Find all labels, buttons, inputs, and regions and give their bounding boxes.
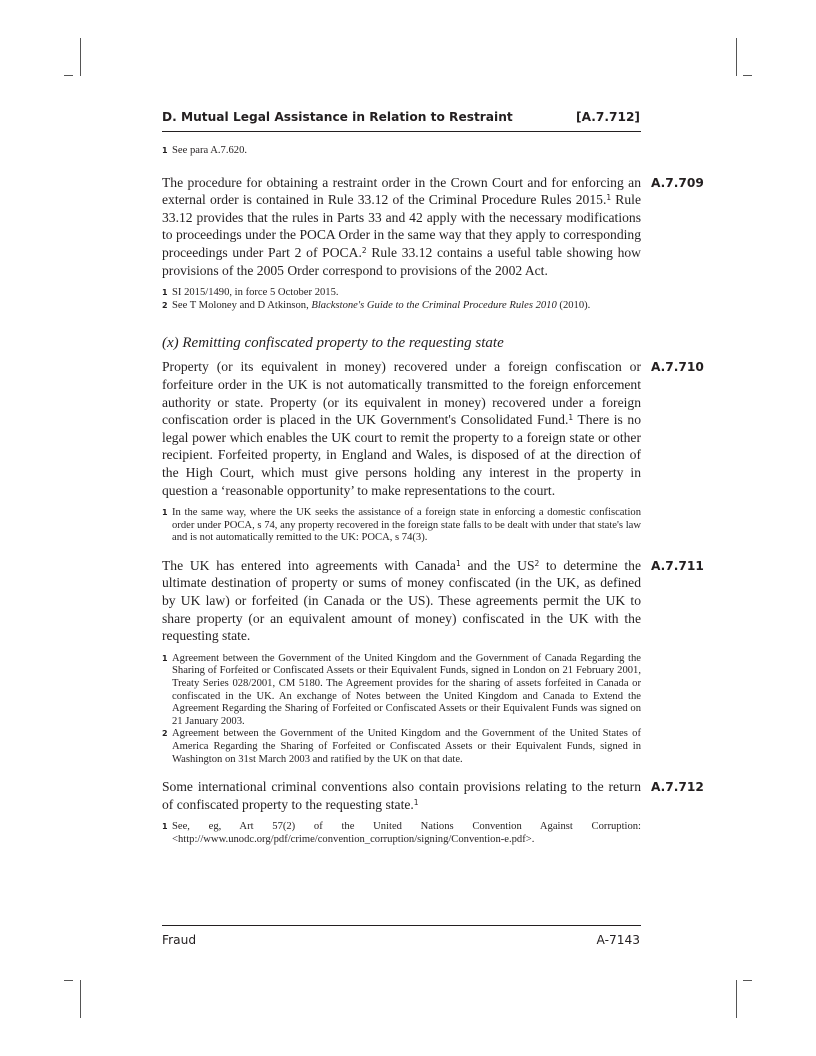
paragraph-block (162, 174, 704, 280)
paragraph-a-7-711: The UK has entered into agreements with Canada$^1$ and the $US^2$ to determine the ultimate destination of property or sums of money confiscated (in the UK, as defined by UK law) or forfeited (in Canada or the US). These agreements permit the UK to share property (or an equivalent amount of money) confiscated in the UK with the requesting state. (162, 557, 641, 644)
footnote: 1 See para A.7.620. (162, 145, 248, 156)
footnote: 1 See, eg, Art 57(2) of the United Nations Convention Against Corruption: <http://www.unodc.org/pdf/crime/convention_corruption/signing/Convention-e.pdf>. (162, 821, 641, 845)
paragraph-a-7-710: Property (or its equivalent in money) recovered under a foreign confiscation or forfeiture order in the UK is not automatically transmitted to the foreign enforcement authority or state. Property (or its equivalent in money) recovered under a foreign confiscation order is placed in the UK Government's Consolidated Fund.$^1$ There is no legal power which enables the UK court to remit the property to a foreign state or other recipient. Forfeited property, in England and Wales, is disposed of at the direction of the High Court, which must give persons holding any interest in the property in question a ‘reasonable opportunity’ to make representations to the court. (162, 359, 641, 498)
footer-rule (162, 925, 641, 926)
footnote: 2 Agreement between the Government of the United Kingdom and the Government of the United States of America Regarding the Sharing of Forfeited or Confiscated Assets or their Equivalent Funds, signed in Washington on 31st March 2003 and ratified by the UK on that date. (162, 728, 641, 765)
crop-mark (64, 75, 73, 76)
footer-title: Fraud (162, 933, 197, 947)
crop-mark (736, 980, 737, 1018)
footnotes (162, 507, 641, 545)
paragraph-number: A.7.709 (651, 175, 704, 190)
page-number: A-7143 (596, 933, 640, 947)
crop-mark (743, 980, 752, 981)
running-header-title: D. Mutual Legal Assistance in Relation to Restraint (162, 110, 513, 124)
paragraph-number: A.7.711 (651, 558, 704, 573)
crop-mark (80, 980, 81, 1018)
crop-mark (736, 38, 737, 76)
paragraph-number: A.7.710 (651, 360, 704, 375)
footnote: 1 SI 2015/1490, in force 5 October 2015. (162, 287, 339, 299)
paragraph-block (162, 358, 704, 499)
paragraph-block (162, 778, 704, 813)
footnotes (162, 653, 641, 766)
footnote: 2 See T Moloney and D Atkinson, Blackstone's Guide to the Criminal Procedure Rules 2010 (2010). (162, 299, 591, 311)
crop-mark (64, 980, 73, 981)
paragraph-a-7-712: Some international criminal conventions also contain provisions relating to the return of confiscated property to the requesting state.$^1$ (162, 779, 641, 812)
running-header-ref: [A.7.712] (576, 110, 640, 124)
text-column (162, 145, 704, 847)
footnote: 1 Agreement between the Government of the United Kingdom and the Government of Canada Regarding the Sharing of Forfeited or Confiscated Assets or their Equivalent Funds, signed in London on 21 February 2001, Treaty Series 028/2001, CM 5180. The Agreement provides for the sharing of assets forfeited in Canada or confiscated in the UK. An exchange of Notes between the United Kingdom and Canada to Extend the Agreement Regarding the Sharing of Forfeited or Confiscated Assets or their Equivalent Funds was signed on 21 January 2003. (162, 652, 641, 727)
footnote: 1 In the same way, where the UK seeks the assistance of a foreign state in enforcing a domestic confiscation order under POCA, s 74, any property recovered in the foreign state falls to be dealt with under that state's law and is not automatically remitted to the UK: POCA, s 74(3). (162, 507, 641, 544)
paragraph-a-7-709: The procedure for obtaining a restraint order in the Crown Court and for enforcing an external order is contained in Rule 33.12 of the Criminal Procedure Rules 2015.$^1$ Rule 33.12 provides that the rules in Parts 33 and 42 apply with the necessary modifications to proceedings under the POCA Order in the same way that they apply to corresponding proceedings under Part 2 of POCA.$^2$ Rule 33.12 contains a useful table showing how provisions of the 2005 Order correspond to provisions of the 2002 Act. (162, 174, 641, 278)
footnotes (162, 287, 641, 312)
header-rule (162, 131, 641, 132)
footnotes (162, 821, 641, 846)
paragraph-block (162, 557, 704, 645)
crop-mark (80, 38, 81, 76)
crop-mark (743, 75, 752, 76)
paragraph-number: A.7.712 (651, 780, 704, 795)
section-heading: (x) Remitting confiscated property to the requesting state (162, 335, 504, 352)
